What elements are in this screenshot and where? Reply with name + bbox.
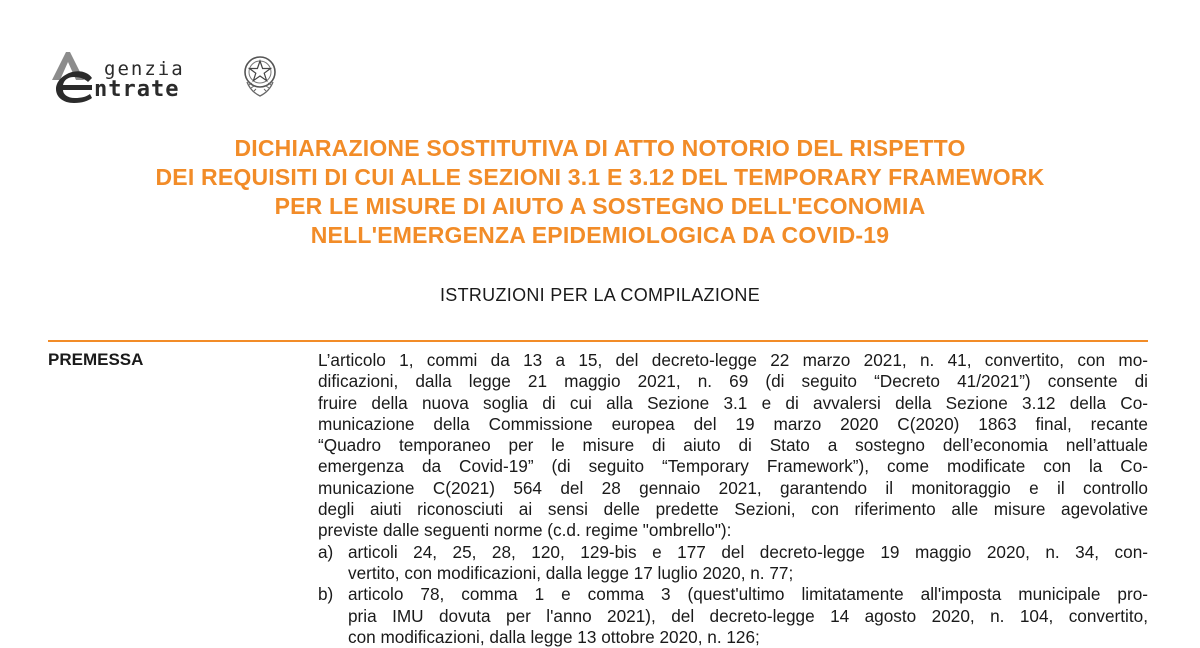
paragraph-line: dificazioni, dalla legge 21 maggio 2021, n. 69 (di seguito “Decreto 41/2021”) consente di	[318, 371, 1148, 392]
list-item-line: vertito, con modificazioni, dalla legge 17 luglio 2020, n. 77;	[348, 562, 794, 583]
list-item-b	[318, 584, 1148, 648]
logo-entrate-text: ntrate	[94, 77, 180, 102]
paragraph-line: fruire della nuova soglia di cui alla Sezione 3.1 e di avvalersi della Sezione 3.12 della Co-	[318, 392, 1148, 413]
paragraph-line: previste dalle seguenti norme (c.d. regime "ombrello"):	[318, 520, 732, 541]
paragraph-line: “Quadro temporaneo per le misure di aiuto di Stato a sostegno dell’economia nell’attuale	[318, 435, 1148, 456]
list-marker-b: b)	[318, 584, 334, 605]
paragraph-line: municazione C(2021) 564 del 28 gennaio 2021, garantendo il monitoraggio e il controllo	[318, 477, 1148, 498]
list-item-line: pria IMU dovuta per l'anno 2021), del decreto-legge 14 agosto 2020, n. 104, convertito,	[348, 605, 1148, 626]
document-title	[0, 134, 1200, 250]
republic-emblem-icon	[242, 52, 278, 98]
logo-agenzia-text: genzia	[104, 58, 185, 80]
paragraph-line: municazione della Commissione europea del 19 marzo 2020 C(2020) 1863 final, recante	[318, 413, 1148, 434]
list-item-line: con modificazioni, dalla legge 13 ottobre 2020, n. 126;	[348, 626, 760, 647]
title-line-2: DEI REQUISITI DI CUI ALLE SEZIONI 3.1 E 3.12 DEL TEMPORARY FRAMEWORK	[155, 164, 1045, 190]
list-item-line: articolo 78, comma 1 e comma 3 (quest'ultimo limitatamente all'imposta municipale pro-	[348, 584, 1148, 605]
section-heading-premessa: PREMESSA	[48, 350, 144, 369]
list-item-line: articoli 24, 25, 28, 120, 129-bis e 177 del decreto-legge 19 maggio 2020, n. 34, con-	[348, 541, 1148, 562]
document-subtitle: ISTRUZIONI PER LA COMPILAZIONE	[439, 285, 761, 305]
paragraph-line: degli aiuti riconosciuti ai sensi delle predette Sezioni, con riferimento alle misure agevolative	[318, 499, 1148, 520]
section-divider	[48, 340, 1148, 342]
paragraph-line: emergenza da Covid-19” (di seguito “Temporary Framework”), come modificate con la Co-	[318, 456, 1148, 477]
title-line-1: DICHIARAZIONE SOSTITUTIVA DI ATTO NOTORIO DEL RISPETTO	[234, 135, 966, 161]
logo-letter-e-icon	[54, 70, 94, 104]
title-line-3: PER LE MISURE DI AIUTO A SOSTEGNO DELL'ECONOMIA	[274, 193, 926, 219]
section-body	[318, 350, 1148, 648]
title-line-4: NELL'EMERGENZA EPIDEMIOLOGICA DA COVID-19	[310, 222, 890, 248]
list-item-a	[318, 542, 1148, 585]
agenzia-entrate-logo	[48, 44, 278, 108]
paragraph-line: L’articolo 1, commi da 13 a 15, del decreto-legge 22 marzo 2021, n. 41, convertito, con mo-	[318, 350, 1148, 370]
list-marker-a: a)	[318, 541, 334, 562]
